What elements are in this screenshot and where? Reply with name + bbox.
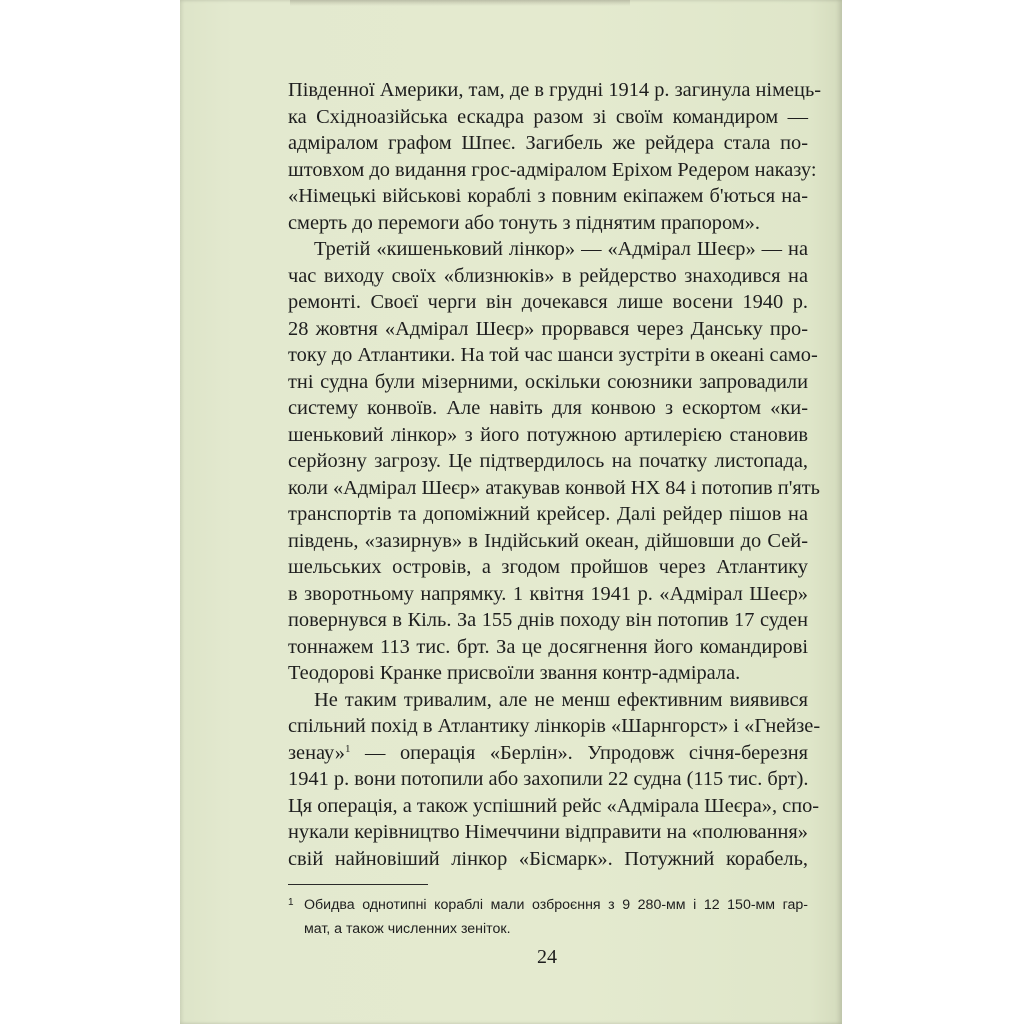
text-line: повернувся в Кіль. За 155 днів походу він потопив 17 суден [288, 609, 808, 631]
text-line: транспортів та допоміжний крейсер. Далі рейдер пішов на [288, 503, 808, 525]
text-line: шеньковий лінкор» з його потужною артилерією становив [288, 423, 808, 446]
text-line: штовхом до видання грос-адміралом Еріхом Редером наказу: [288, 158, 817, 181]
text-line: смерть до перемоги або тонуть з піднятим прапором». [288, 211, 760, 234]
text-line: в зворотньому напрямку. 1 квітня 1941 р. «Адмірал Шеєр» [288, 582, 808, 605]
text-line: Південної Америки, там, де в грудні 1914 р. загинула німець- [288, 79, 822, 101]
text-line: серйозну загрозу. Це підтвердилось на початку листопада, [288, 450, 808, 472]
text-line: Теодорові Кранке присвоїли звання контр-адмірала. [288, 662, 741, 684]
text-line: адміралом графом Шпеє. Загибель же рейдера стала по- [288, 132, 808, 154]
body-text [288, 77, 822, 872]
page-number: 24 [537, 946, 557, 968]
text-line: «Німецькі військові кораблі з повним екіпажем б'ються на- [288, 185, 808, 207]
footnote-divider [288, 884, 428, 885]
text-fragment: — операція «Берлін». Упродовж січня-березня [365, 741, 808, 764]
page-top-edge-shadow [290, 0, 630, 6]
text-line: шельських островів, а згодом пройшов через Атлантику [288, 556, 808, 578]
text-line: нукали керівництво Німеччини відправити на «полювання» [288, 821, 808, 843]
text-fragment: зенау» [288, 741, 345, 764]
text-line: південь, «зазирнув» в Індійський океан, дійшовши до Сей- [288, 529, 808, 552]
text-line: час виходу своїх «близнюків» в рейдерство знаходився на [288, 264, 808, 287]
text-line: коли «Адмірал Шеєр» атакував конвой НХ 84 і потопив п'ять [288, 476, 820, 499]
text-line: тні судна були мізерними, оскільки союзники запровадили [288, 370, 808, 393]
text-line: 1941 р. вони потопили або захопили 22 судна (115 тис. брт). [288, 768, 809, 790]
text-line: спільний похід в Атлантику лінкорів «Шарнгорст» і «Гнейзе- [288, 715, 821, 737]
text-line: ка Східноазійська ескадра разом зі своїм командиром — [288, 105, 808, 128]
footnote-line: Обидва однотипні кораблі мали озброєння з 9 280-мм і 12 150-мм гар- [304, 897, 808, 913]
text-line: Ця операція, а також успішний рейс «Адмірала Шеєра», спо- [288, 794, 820, 817]
text-line-with-footnote [288, 740, 808, 767]
footnote-line: мат, а також численних зеніток. [304, 921, 511, 937]
text-line: Третій «кишеньковий лінкор» — «Адмірал Шеєр» — на [314, 238, 808, 260]
text-line: свій найновіший лінкор «Бісмарк». Потужний корабель, [288, 847, 808, 870]
text-line: ремонті. Своєї черги він дочекався лише восени 1940 р. [288, 291, 808, 313]
text-line: систему конвоїв. Але навіть для конвою з ескортом «ки- [288, 397, 808, 419]
text-line: тоннажем 113 тис. брт. За це досягнення його командирові [288, 635, 808, 658]
footnote-reference: 1 [344, 742, 351, 755]
text-line: Не таким тривалим, але не менш ефективним виявився [314, 688, 808, 711]
text-line: 28 жовтня «Адмірал Шеєр» прорвався через Данську про- [288, 317, 808, 340]
footnote [288, 893, 808, 941]
text-line: току до Атлантики. На той час шанси зустріти в океані само- [288, 344, 818, 366]
footnote-mark: 1 [288, 897, 294, 908]
